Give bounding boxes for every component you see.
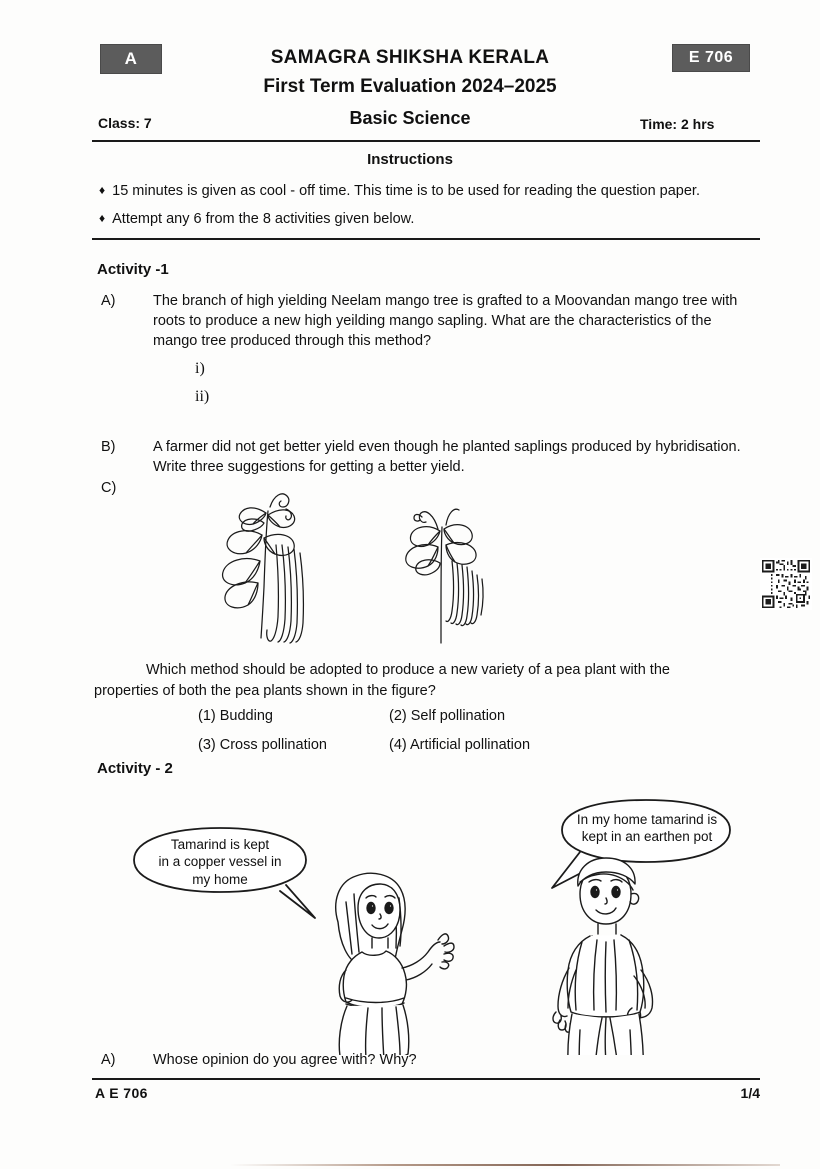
- instruction-item: [99, 182, 760, 202]
- mcq-option-3[interactable]: (3) Cross pollination: [198, 737, 327, 753]
- question-1b-text: A farmer did not get better yield even though he planted saplings produced by hybridisation. Write three suggestions for getting a better yield.: [153, 439, 741, 475]
- qr-code: [760, 558, 812, 610]
- speech-left-line-3: my home: [192, 871, 248, 887]
- mcq-option-4[interactable]: (4) Artificial pollination: [389, 737, 531, 753]
- organisation-title: SAMAGRA SHIKSHA KERALA: [270, 47, 550, 68]
- speech-right-line-2: kept in an earthen pot: [581, 829, 713, 845]
- question-2a-label: A): [101, 1052, 116, 1068]
- question-set-badge: A: [100, 44, 162, 74]
- question-2a-text: Whose opinion do you agree with? Why?: [153, 1052, 417, 1068]
- time-label: Time: 2 hrs: [640, 116, 715, 132]
- footer-paper-code: A E 706: [95, 1085, 148, 1101]
- girl-character: [336, 873, 454, 1055]
- instruction-text: Attempt any 6 from the 8 activities given below.: [112, 211, 415, 227]
- question-1a-label: A): [101, 293, 116, 309]
- instruction-text: 15 minutes is given as cool - off time. This time is to be used for reading the question paper.: [112, 183, 700, 199]
- speech-bubble-right-text: [568, 811, 726, 855]
- diamond-bullet-icon: ♦: [99, 183, 106, 197]
- activity-1-heading: Activity -1: [97, 261, 169, 278]
- question-1a-text: The branch of high yielding Neelam mango tree is grafted to a Moovandan mango tree with roots to produce a new high yeilding mango sapling. What are the characteristics of the mango tree produced through this method?: [153, 293, 738, 349]
- diamond-bullet-icon: ♦: [99, 211, 106, 225]
- speech-bubble-left-text: [140, 836, 300, 892]
- pea-plant-figure: [190, 483, 520, 648]
- footer-page-number: 1/4: [740, 1085, 760, 1101]
- instruction-item: [99, 210, 760, 230]
- question-1b-label: B): [101, 439, 116, 455]
- speech-left-line-1: Tamarind is kept: [170, 837, 270, 852]
- header-divider: [92, 140, 760, 142]
- question-1a: [101, 291, 756, 351]
- paper-code-badge: E 706: [672, 44, 750, 72]
- activity-2-heading: Activity - 2: [97, 760, 173, 777]
- answer-slot-i: i): [195, 360, 205, 377]
- question-1c-label: C): [101, 480, 117, 496]
- speech-right-line-1: In my home tamarind is: [576, 812, 718, 827]
- speech-left-line-2: in a copper vessel in: [158, 854, 282, 870]
- question-2a: [101, 1052, 701, 1068]
- scan-edge-artifact: [230, 1164, 780, 1166]
- activity-2-scene: [110, 790, 780, 1055]
- mcq-option-2[interactable]: (2) Self pollination: [389, 708, 506, 724]
- question-1b: [101, 437, 741, 477]
- exam-title: First Term Evaluation 2024–2025: [263, 76, 557, 97]
- instructions-divider: [92, 238, 760, 240]
- class-label: Class: 7: [98, 115, 152, 131]
- question-1c-prompt: Which method should be adopted to produce a new variety of a pea plant with the properties of both the pea plants shown in the figure?: [94, 662, 670, 699]
- boy-character: [553, 858, 653, 1055]
- footer-divider: [92, 1078, 760, 1080]
- subject-title: Basic Science: [349, 108, 471, 128]
- answer-slot-ii: ii): [195, 388, 210, 405]
- instructions-heading: Instructions: [367, 151, 453, 168]
- mcq-option-1[interactable]: (1) Budding: [198, 708, 273, 724]
